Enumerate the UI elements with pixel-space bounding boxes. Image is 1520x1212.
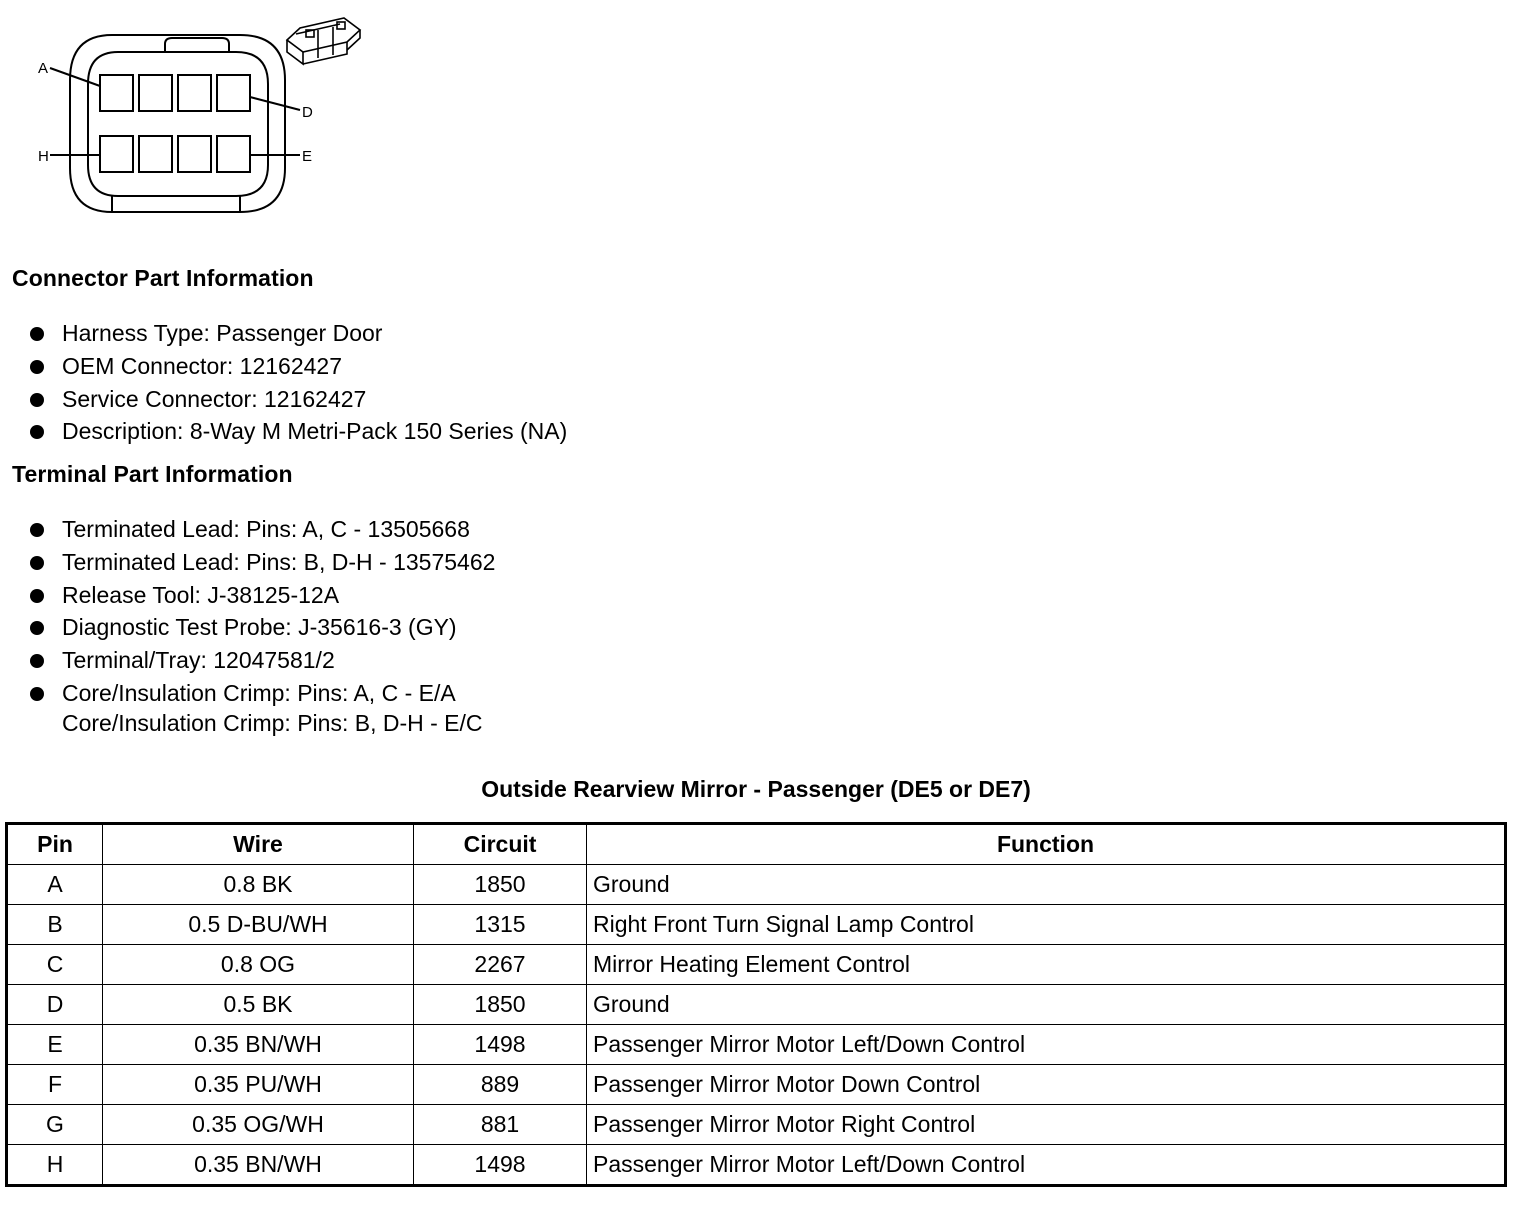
table-row — [7, 1025, 1506, 1065]
cell-circuit: 2267 — [414, 945, 587, 985]
cell-wire: 0.35 BN/WH — [103, 1025, 414, 1065]
pin-label-e: E — [302, 148, 313, 165]
cell-wire: 0.35 PU/WH — [103, 1065, 414, 1105]
cell-pin: G — [7, 1105, 103, 1145]
cavity — [217, 136, 250, 172]
list-item: Terminated Lead: Pins: B, D-H - 13575462 — [28, 546, 495, 579]
connector-latch — [165, 38, 229, 52]
cell-function: Ground — [587, 985, 1506, 1025]
cell-circuit: 1850 — [414, 865, 587, 905]
cavity — [178, 75, 211, 111]
list-item: Core/Insulation Crimp: Pins: A, C - E/A — [28, 677, 495, 710]
cell-wire: 0.8 OG — [103, 945, 414, 985]
cavity — [139, 136, 172, 172]
cavity — [100, 75, 133, 111]
cell-wire: 0.5 D-BU/WH — [103, 905, 414, 945]
cell-wire: 0.35 BN/WH — [103, 1145, 414, 1186]
cell-pin: D — [7, 985, 103, 1025]
leader-line-d — [250, 97, 300, 110]
terminal-part-heading: Terminal Part Information — [12, 461, 293, 487]
table-row — [7, 945, 1506, 985]
cell-pin: A — [7, 865, 103, 905]
pin-label-d: D — [302, 104, 313, 121]
cell-function: Ground — [587, 865, 1506, 905]
connector-housing-outer — [70, 35, 285, 212]
pin-label-h: H — [38, 148, 49, 165]
list-item: Service Connector: 12162427 — [28, 383, 567, 416]
header-wire: Wire — [103, 824, 414, 865]
cavity — [139, 75, 172, 111]
cell-circuit: 1850 — [414, 985, 587, 1025]
header-pin: Pin — [7, 824, 103, 865]
connector-part-list — [28, 317, 567, 448]
cell-circuit: 1498 — [414, 1145, 587, 1186]
header-function: Function — [587, 824, 1506, 865]
list-item: Terminal/Tray: 12047581/2 — [28, 644, 495, 677]
table-title: Outside Rearview Mirror - Passenger (DE5 or DE7) — [481, 776, 1031, 802]
connector-diagram — [0, 0, 380, 225]
connector-housing-inner — [88, 52, 268, 196]
pin-table — [5, 822, 1507, 1187]
cell-pin: F — [7, 1065, 103, 1105]
header-circuit: Circuit — [414, 824, 587, 865]
cell-wire: 0.5 BK — [103, 985, 414, 1025]
table-header-row — [7, 824, 1506, 865]
pin-label-a: A — [38, 60, 49, 77]
list-item: OEM Connector: 12162427 — [28, 350, 567, 383]
cavity — [100, 136, 133, 172]
cell-pin: E — [7, 1025, 103, 1065]
cell-function: Passenger Mirror Motor Down Control — [587, 1065, 1506, 1105]
cavity — [178, 136, 211, 172]
table-row — [7, 1105, 1506, 1145]
cavity — [217, 75, 250, 111]
list-item: Diagnostic Test Probe: J-35616-3 (GY) — [28, 611, 495, 644]
table-row — [7, 905, 1506, 945]
table-row — [7, 865, 1506, 905]
table-row — [7, 985, 1506, 1025]
terminal-part-list — [28, 513, 495, 710]
cell-circuit: 889 — [414, 1065, 587, 1105]
list-item: Harness Type: Passenger Door — [28, 317, 567, 350]
cell-wire: 0.8 BK — [103, 865, 414, 905]
cell-circuit: 1315 — [414, 905, 587, 945]
cell-circuit: 1498 — [414, 1025, 587, 1065]
cell-pin: H — [7, 1145, 103, 1186]
list-item: Release Tool: J-38125-12A — [28, 579, 495, 612]
cell-function: Passenger Mirror Motor Right Control — [587, 1105, 1506, 1145]
table-row — [7, 1145, 1506, 1186]
list-item: Description: 8-Way M Metri-Pack 150 Series (NA) — [28, 415, 567, 448]
connector-part-heading: Connector Part Information — [12, 265, 314, 291]
cell-function: Passenger Mirror Motor Left/Down Control — [587, 1145, 1506, 1186]
cell-function: Right Front Turn Signal Lamp Control — [587, 905, 1506, 945]
cell-function: Passenger Mirror Motor Left/Down Control — [587, 1025, 1506, 1065]
list-item-continuation: Core/Insulation Crimp: Pins: B, D-H - E/C — [62, 710, 483, 736]
list-item: Terminated Lead: Pins: A, C - 13505668 — [28, 513, 495, 546]
cell-pin: C — [7, 945, 103, 985]
cell-circuit: 881 — [414, 1105, 587, 1145]
table-row — [7, 1065, 1506, 1105]
cell-wire: 0.35 OG/WH — [103, 1105, 414, 1145]
cell-function: Mirror Heating Element Control — [587, 945, 1506, 985]
cell-pin: B — [7, 905, 103, 945]
connector-isometric-icon — [287, 18, 360, 64]
leader-line-a — [50, 68, 100, 86]
